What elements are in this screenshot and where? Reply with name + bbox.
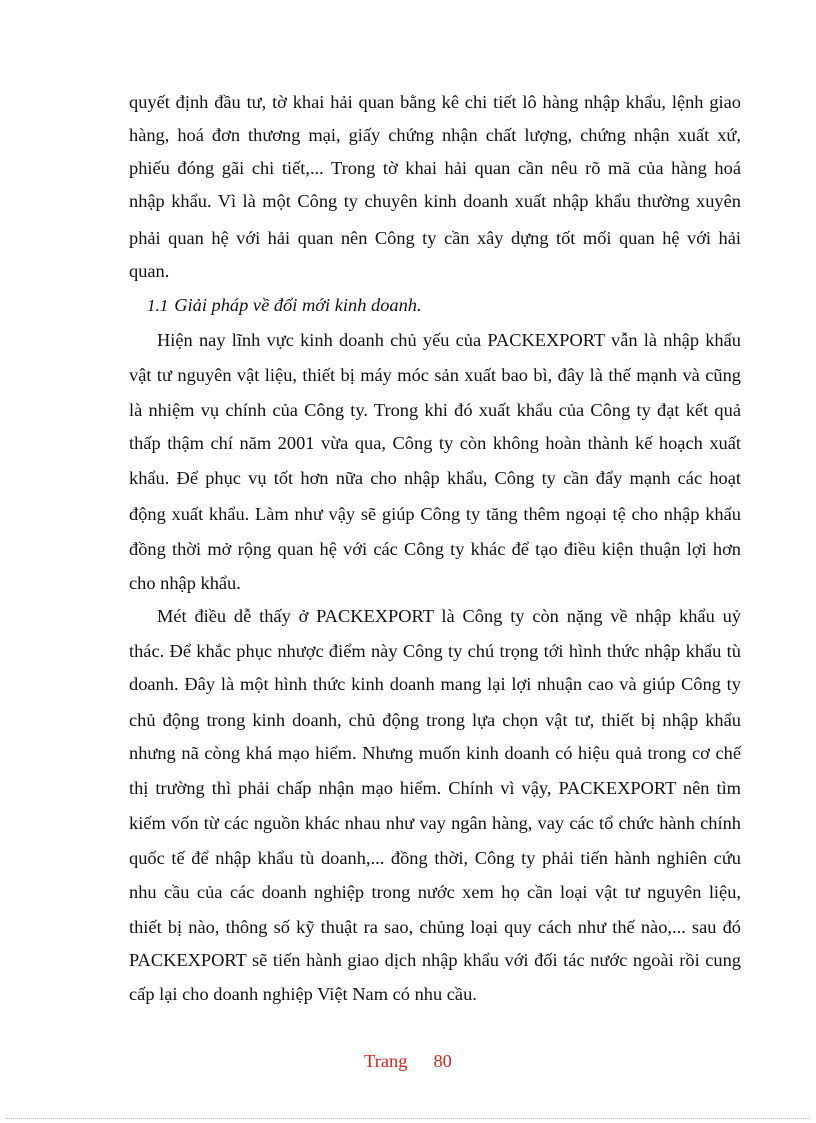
paragraph-2-line-8: cho nhập khẩu. bbox=[129, 573, 241, 593]
footer-label: Trang bbox=[364, 1051, 408, 1071]
paragraph-3-line-4: chủ động trong kinh doanh, chủ động trong lựa chọn vật tư, thiết bị nhập khẩu bbox=[129, 710, 741, 730]
paragraph-3-line-12: cấp lại cho doanh nghiệp Việt Nam có nhu cầu. bbox=[129, 984, 477, 1004]
paragraph-2-line-4: thấp thậm chí năm 2001 vừa qua, Công ty còn không hoàn thành kế hoạch xuất bbox=[129, 433, 741, 453]
page-footer bbox=[0, 1049, 816, 1073]
intro-line-6: quan. bbox=[129, 261, 170, 281]
paragraph-2-line-2: vật tư nguyên vật liệu, thiết bị máy móc sản xuất bao bì, đây là thế mạnh và cũng bbox=[129, 365, 741, 385]
paragraph-3-line-2: thác. Để khắc phục nhược điểm này Công ty chú trọng tới hình thức nhập khẩu tù bbox=[129, 641, 741, 661]
intro-line-4: nhập khẩu. Vì là một Công ty chuyên kinh doanh xuất nhập khẩu thường xuyên bbox=[129, 191, 741, 211]
section-number: 1.1 bbox=[147, 296, 169, 315]
section-title: Giải pháp về đổi mới kinh doanh. bbox=[174, 295, 422, 315]
paragraph-3-line-9: nhu cầu của các doanh nghiệp trong nước xem họ cần loại vật tư nguyên liệu, bbox=[129, 882, 741, 902]
intro-line-3: phiếu đóng gãi chi tiết,... Trong tờ khai hải quan cần nêu rõ mã của hàng hoá bbox=[129, 158, 741, 178]
intro-line-2: hàng, hoá đơn thương mại, giấy chứng nhận chất lượng, chứng nhận xuất xứ, bbox=[129, 125, 741, 145]
paragraph-2-line-5: khẩu. Để phục vụ tốt hơn nữa cho nhập khẩu, Công ty cần đẩy mạnh các hoạt bbox=[129, 468, 741, 488]
paragraph-3-line-6: thị trường thì phải chấp nhận mạo hiểm. Chính vì vậy, PACKEXPORT nên tìm bbox=[129, 778, 741, 798]
paragraph-3-line-11: PACKEXPORT sẽ tiến hành giao dịch nhập khẩu với đối tác nước ngoài rồi cung bbox=[129, 950, 741, 970]
intro-line-1: quyết định đầu tư, tờ khai hải quan bằng kê chi tiết lô hàng nhập khẩu, lệnh giao bbox=[129, 92, 741, 112]
section-heading bbox=[147, 293, 422, 318]
page-number: 80 bbox=[433, 1051, 452, 1071]
paragraph-2-line-7: đồng thời mở rộng quan hệ với các Công ty khác để tạo điều kiện thuận lợi hơn bbox=[129, 539, 741, 559]
intro-line-5: phải quan hệ với hải quan nên Công ty cần xây dựng tốt mối quan hệ với hải bbox=[129, 228, 741, 248]
paragraph-2-line-1: Hiện nay lĩnh vực kinh doanh chủ yếu của PACKEXPORT vẫn là nhập khẩu bbox=[157, 330, 741, 350]
paragraph-2-line-3: là nhiệm vụ chính của Công ty. Trong khi đó xuất khẩu của Công ty đạt kết quả bbox=[129, 400, 741, 420]
page-bottom-divider bbox=[6, 1118, 810, 1119]
paragraph-3-line-8: quốc tế để nhập khẩu tù doanh,... đồng thời, Công ty phải tiến hành nghiên cứu bbox=[129, 848, 741, 868]
paragraph-3-line-10: thiết bị nào, thông số kỹ thuật ra sao, chủng loại quy cách như thế nào,... sau đó bbox=[129, 917, 741, 937]
paragraph-3-line-5: nhưng nã còng khá mạo hiểm. Nhưng muốn kinh doanh có hiệu quả trong cơ chế bbox=[129, 743, 741, 763]
paragraph-3-line-3: doanh. Đây là một hình thức kinh doanh mang lại lợi nhuận cao và giúp Công ty bbox=[129, 674, 741, 694]
paragraph-2-line-6: động xuất khẩu. Làm như vậy sẽ giúp Công ty tăng thêm ngoại tệ cho nhập khẩu bbox=[129, 504, 741, 524]
paragraph-3-line-7: kiếm vốn từ các nguồn khác nhau như vay ngân hàng, vay các tổ chức hành chính bbox=[129, 813, 741, 833]
paragraph-3-line-1: Mét điều dễ thấy ở PACKEXPORT là Công ty còn nặng về nhập khẩu uỷ bbox=[157, 606, 741, 626]
